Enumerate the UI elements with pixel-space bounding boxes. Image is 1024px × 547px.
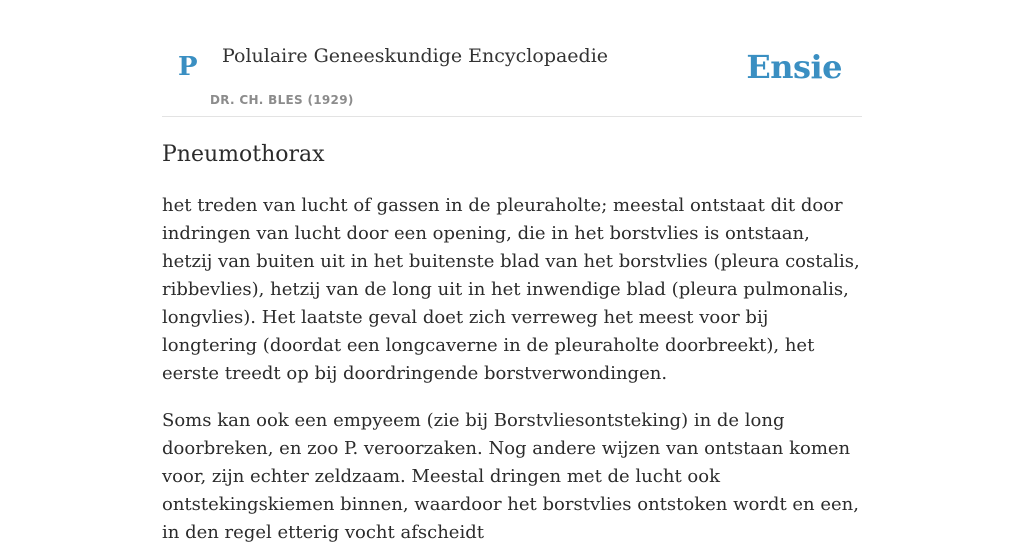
entry-paragraph: het treden van lucht of gassen in de pleuraholte; meestal ontstaat dit door indringen van lucht door een opening, die in het borstvlies is ontstaan, hetzij van buiten uit in het buitenste blad van het borstvlies (pleura costalis, ribbevlies), hetzij van de long uit in het inwendige blad (pleura pulmonalis, longvlies). Het laatste geval doet zich verreweg het meest voor bij longtering (doordat een longcaverne in de pleuraholte doorbreekt), het eerste treedt op bij doordringende borstverwondingen.	[162, 195, 860, 384]
entry-content	[162, 138, 862, 547]
work-title-link[interactable]: Polulaire Geneeskundige Encyclopaedie	[222, 45, 609, 67]
ensie-brand-logo[interactable]: Ensie	[746, 48, 842, 86]
work-initial-logo[interactable]: P	[178, 52, 198, 82]
entry-title: Pneumothorax	[162, 142, 325, 167]
entry-paragraph: Soms kan ook een empyeem (zie bij Borstvliesontsteking) in de long doorbreken, en zoo P. veroorzaken. Nog andere wijzen van ontstaan komen voor, zijn echter zeldzaam. Meestal dringen met de lucht ook ontstekingskiemen binnen, waardoor het borstvlies ontstoken wordt en een, in den regel etterig vocht afscheidt	[162, 410, 859, 543]
page-header	[162, 0, 862, 117]
work-author: DR. CH. BLES (1929)	[210, 93, 354, 107]
